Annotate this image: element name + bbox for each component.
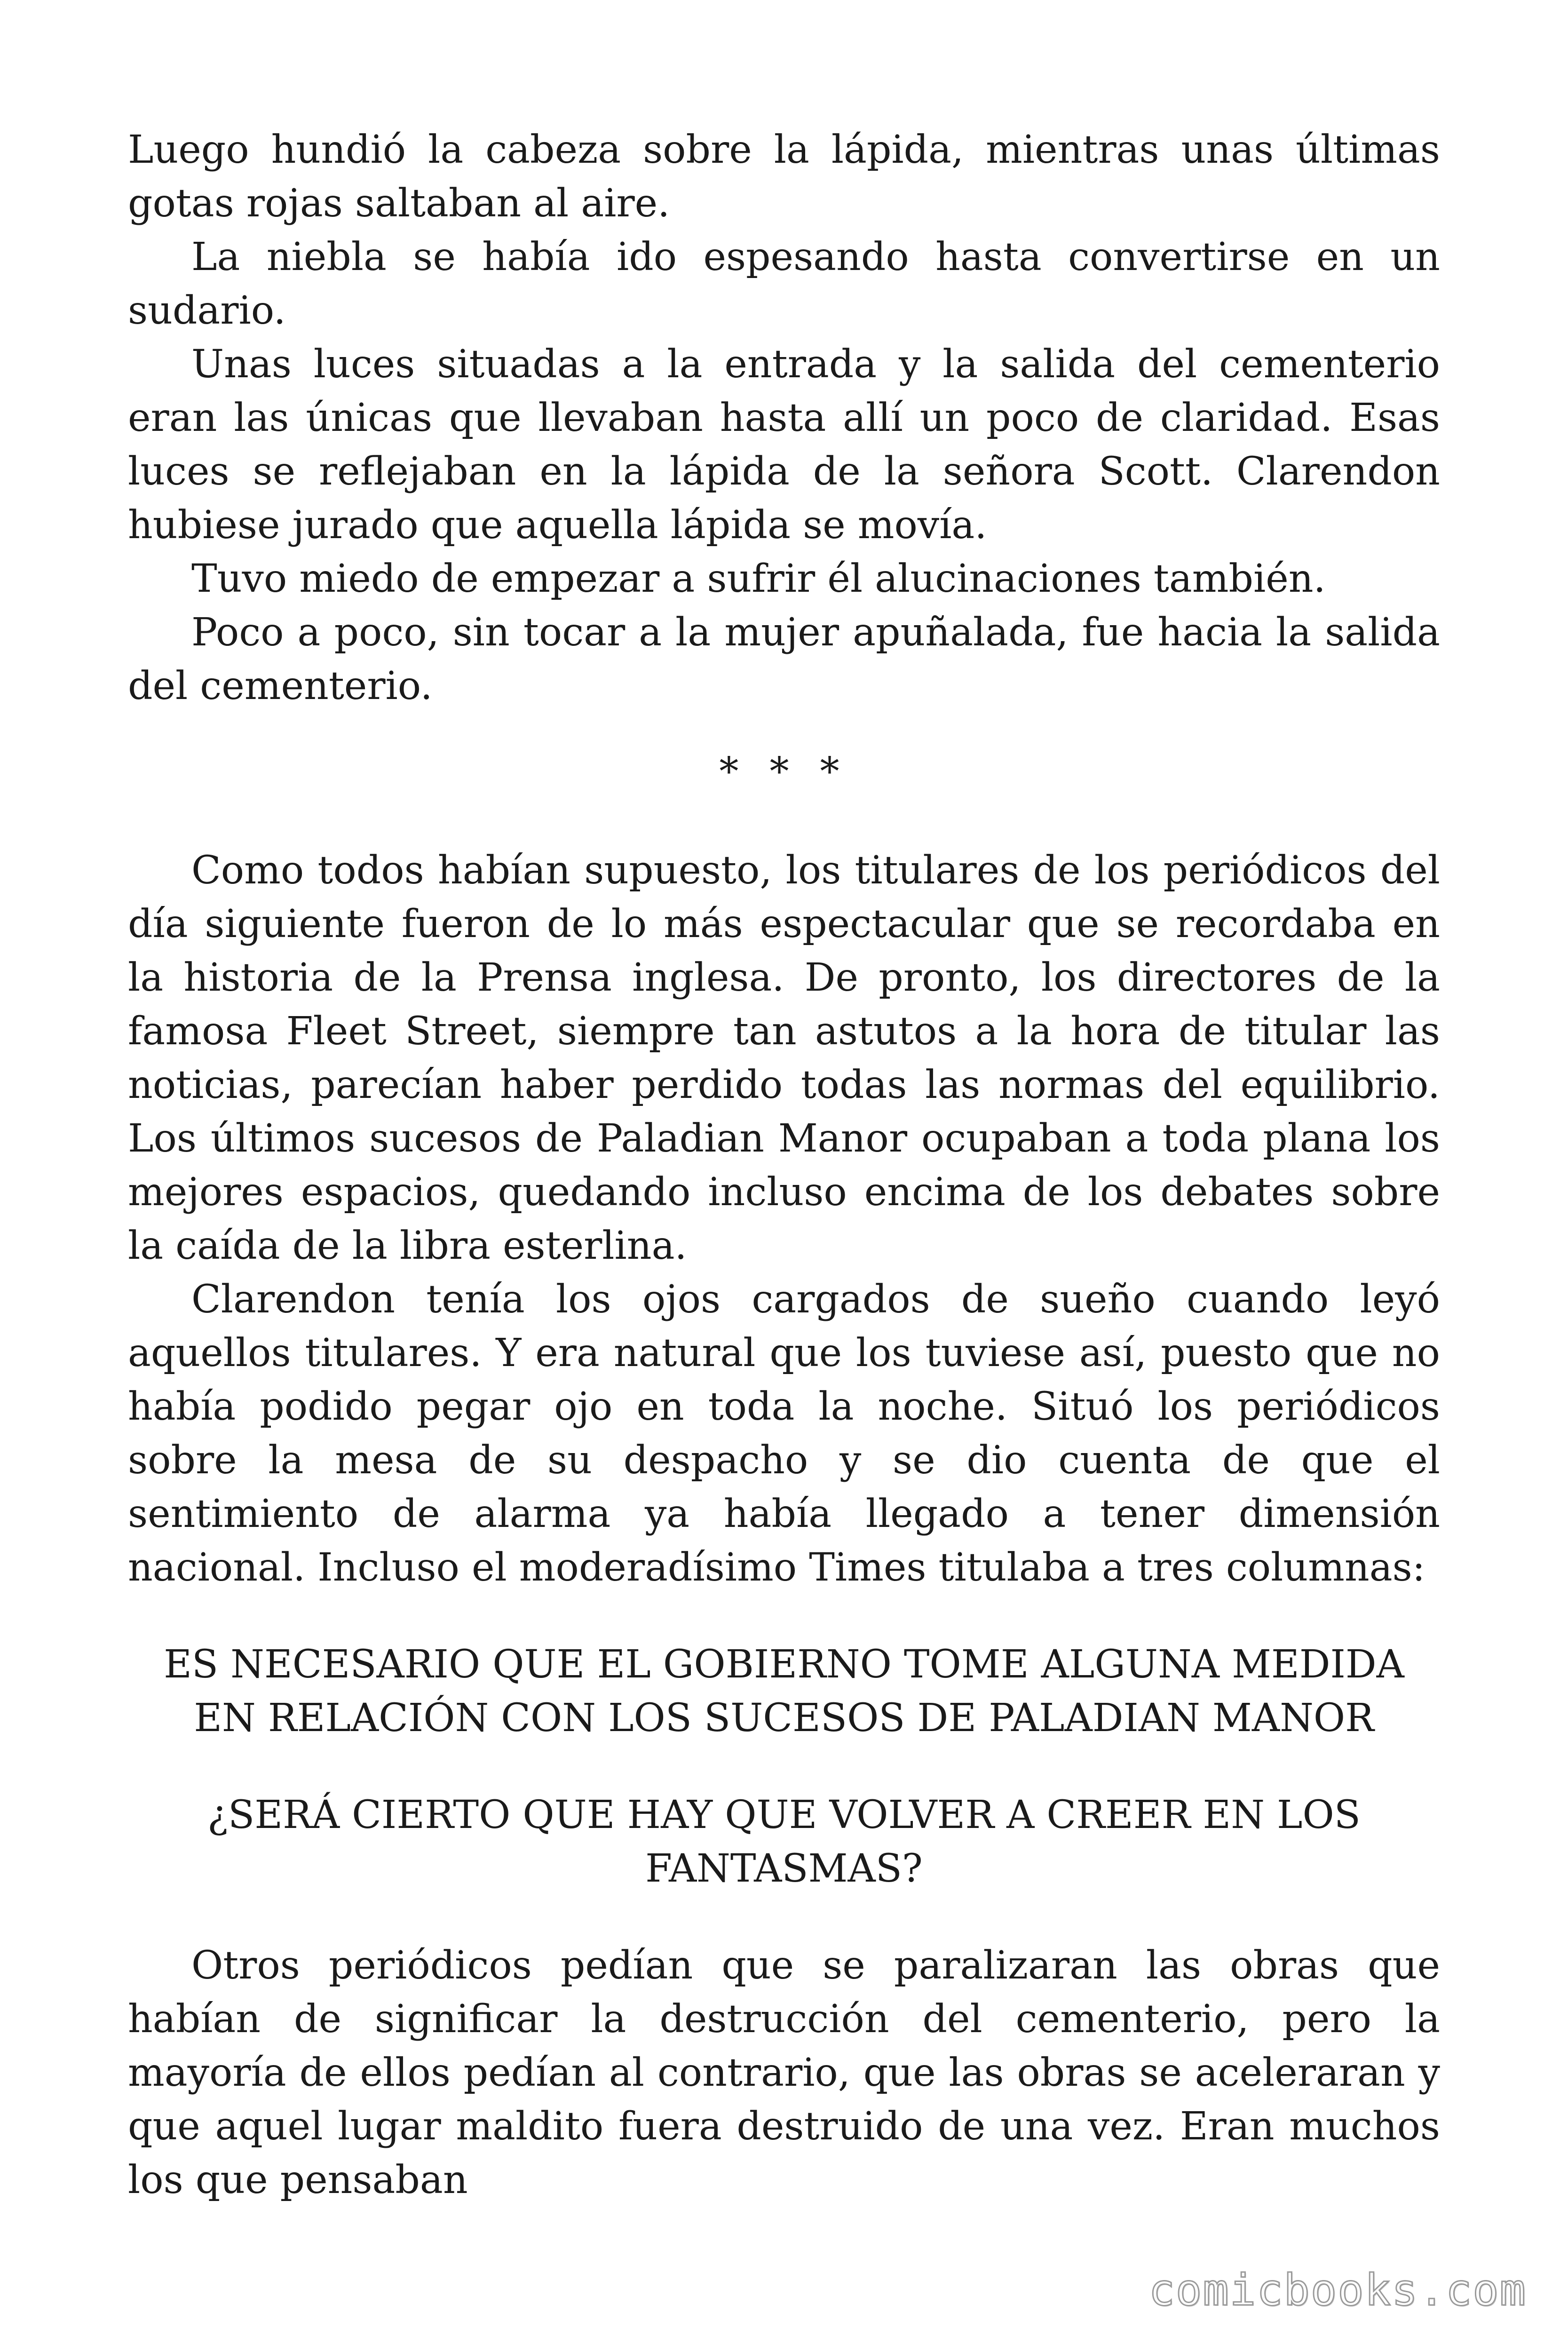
paragraph: Tuvo miedo de empezar a sufrir él alucinaciones también. — [191, 556, 1326, 601]
paragraph: Luego hundió la cabeza sobre la lápida, mientras unas últimas gotas rojas saltaban al aire. — [128, 127, 1440, 226]
newspaper-headline: ¿SERÁ CIERTO QUE HAY QUE VOLVER A CREER EN LOS FANTASMAS? — [207, 1793, 1361, 1891]
paragraph: La niebla se había ido espesando hasta convertirse en un sudario. — [128, 235, 1440, 333]
paragraph: Otros periódicos pedían que se paralizaran las obras que habían de significar la destrucción del cementerio, pero la mayoría de ellos pedían al contrario, que las obras se aceleraran y que aquel lugar maldito fuera destruido de una vez. Eran muchos los que pensaban — [128, 1943, 1440, 2202]
paragraph: Clarendon tenía los ojos cargados de sueño cuando leyó aquellos titulares. Y era natural que los tuviese así, puesto que no había podido pegar ojo en toda la noche. Situó los periódicos sobre la mesa de su despacho y se dio cuenta de que el sentimiento de alarma ya había llegado a tener dimensión nacional. Incluso el moderadísimo Times titulaba a tres columnas: — [128, 1277, 1440, 1590]
paragraph: Como todos habían supuesto, los titulares de los periódicos del día siguiente fueron de lo más espectacular que se recordaba en la historia de la Prensa inglesa. De pronto, los directores de la famosa Fleet Street, siempre tan astutos a la hora de titular las noticias, parecían haber perdido todas las normas del equilibrio. Los últimos sucesos de Paladian Manor ocupaban a toda plana los mejores espacios, quedando incluso encima de los debates sobre la caída de la libra esterlina. — [128, 848, 1440, 1268]
newspaper-headline: ES NECESARIO QUE EL GOBIERNO TOME ALGUNA MEDIDA EN RELACIÓN CON LOS SUCESOS DE PALADIAN MANOR — [164, 1642, 1404, 1740]
section-separator: * * * — [719, 749, 849, 794]
paragraph: Unas luces situadas a la entrada y la salida del cementerio eran las únicas que llevaban hasta allí un poco de claridad. Esas luces se reflejaban en la lápida de la señora Scott. Clarendon hubiese jurado que aquella lápida se movía. — [128, 342, 1440, 548]
paragraph: Poco a poco, sin tocar a la mujer apuñalada, fue hacia la salida del cementerio. — [128, 610, 1440, 708]
page-text — [128, 123, 1440, 2207]
watermark: comicbooks.com — [1148, 2265, 1527, 2315]
